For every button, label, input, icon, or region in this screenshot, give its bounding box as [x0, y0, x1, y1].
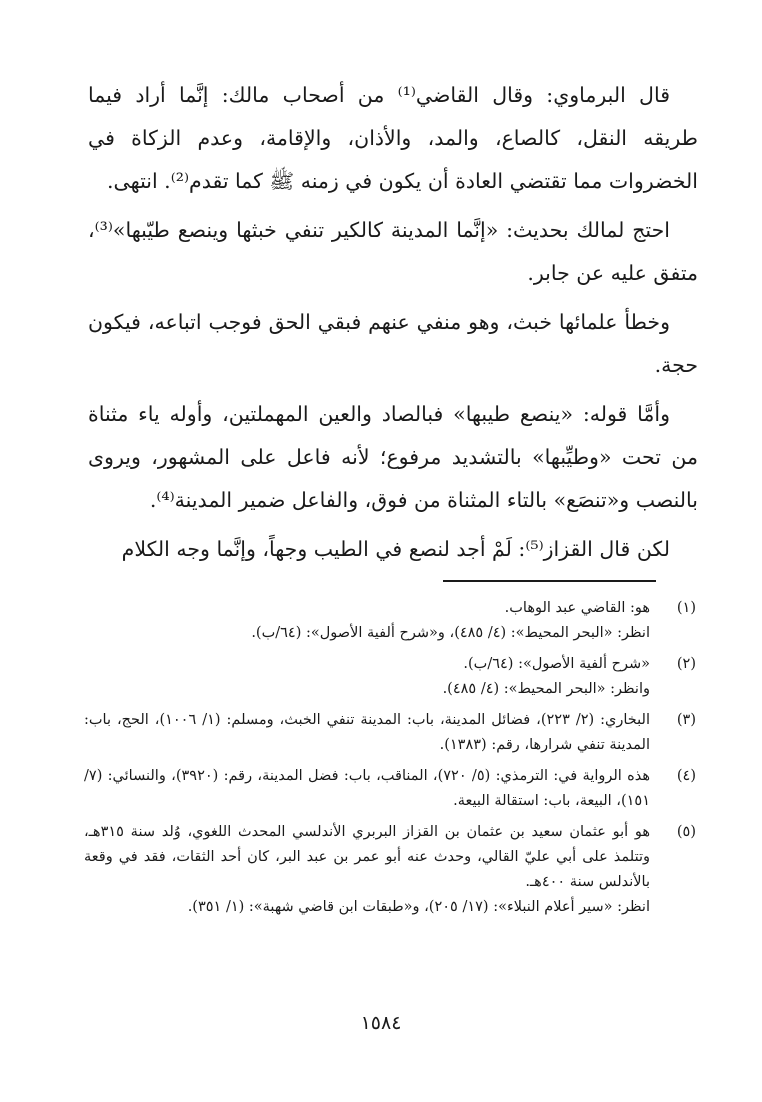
footnote-number: (٣)	[676, 712, 696, 728]
footnote-line: انظر: «سير أعلام النبلاء»: (١٧/ ٢٠٥)، و«طبقات ابن قاضي شهبة»: (١/ ٣٥١).	[187, 899, 650, 915]
paragraph-4: وأمَّا قوله: «ينصع طيبها» فبالصاد والعين المهملتين، وأوله ياء مثناة من تحت «وطيِّبها» بالتشديد مرفوع؛ لأنه فاعل على المشهور، ويروى بالنصب و«تنصَع» بالتاء المثناة من فوق، والفاعل ضمير المدينة⁽⁴⁾.	[88, 402, 698, 512]
footnote-number: (١)	[676, 600, 696, 616]
footnote-number: (٥)	[676, 824, 696, 840]
footnote-3	[84, 708, 696, 758]
footnote-line: هذه الرواية في: الترمذي: (٥/ ٧٢٠)، المناقب، باب: فضل المدينة، رقم: (٣٩٢٠)، والنسائي: (٧/ ١٥١)، البيعة، باب: استقالة البيعة.	[84, 768, 651, 809]
footnote-line: وانظر: «البحر المحيط»: (٤/ ٤٨٥).	[442, 681, 650, 697]
footnote-body	[84, 596, 650, 646]
footnote-line: «شرح ألفية الأصول»: (٦٤/ب).	[463, 656, 650, 672]
footnote-2	[84, 652, 696, 702]
footnote-line: هو: القاضي عبد الوهاب.	[504, 600, 650, 616]
footnote-body	[84, 708, 650, 758]
footnote-line: البخاري: (٢/ ٢٢٣)، فضائل المدينة، باب: المدينة تنفي الخبث، ومسلم: (١/ ١٠٠٦)، الحج، باب: المدينة تنفي شرارها، رقم: (١٣٨٣).	[84, 712, 650, 753]
footnote-divider	[443, 580, 656, 582]
footnote-4	[84, 764, 696, 814]
footnote-1	[84, 596, 696, 646]
main-text	[88, 74, 698, 577]
footnote-line: انظر: «البحر المحيط»: (٤/ ٤٨٥)، و«شرح ألفية الأصول»: (٦٤/ب).	[251, 625, 650, 641]
paragraph-2: احتج لمالك بحديث: «إنَّما المدينة كالكير تنفي خبثها وينصع طيّبها»⁽³⁾، متفق عليه عن جابر.	[88, 218, 698, 285]
footnote-body	[84, 652, 650, 702]
paragraph-5: لكن قال القزاز⁽⁵⁾: لَمْ أجد لنصع في الطيب وجهاً، وإنَّما وجه الكلام	[121, 537, 670, 561]
page-number: ١٥٨٤	[360, 1012, 402, 1034]
paragraph-3: وخطأ علمائها خبث، وهو منفي عنهم فبقي الحق فوجب اتباعه، فيكون حجة.	[88, 310, 698, 377]
footnote-number: (٤)	[676, 768, 696, 784]
footnote-line: هو أبو عثمان سعيد بن عثمان بن القزاز البربري الأندلسي المحدث اللغوي، وُلد سنة ٣١٥هـ، وتتلمذ على أبي عليّ القالي، وحدث عنه أبو عمر بن عبد البر، كان أحد الثقات، فقد في وقعة بالأندلس سنة ٤٠٠هـ.	[84, 824, 650, 890]
footnote-body	[84, 764, 650, 814]
footnote-5	[84, 820, 696, 920]
footnote-body	[84, 820, 650, 920]
paragraph-1: قال البرماوي: وقال القاضي⁽¹⁾ من أصحاب مالك: إنَّما أراد فيما طريقه النقل، كالصاع، والمد، والأذان، والإقامة، وعدم الزكاة في الخضروات مما تقتضي العادة أن يكون في زمنه ﷺ كما تقدم⁽²⁾. انتهى.	[88, 83, 698, 193]
footnote-number: (٢)	[676, 656, 696, 672]
footnotes	[84, 596, 696, 926]
